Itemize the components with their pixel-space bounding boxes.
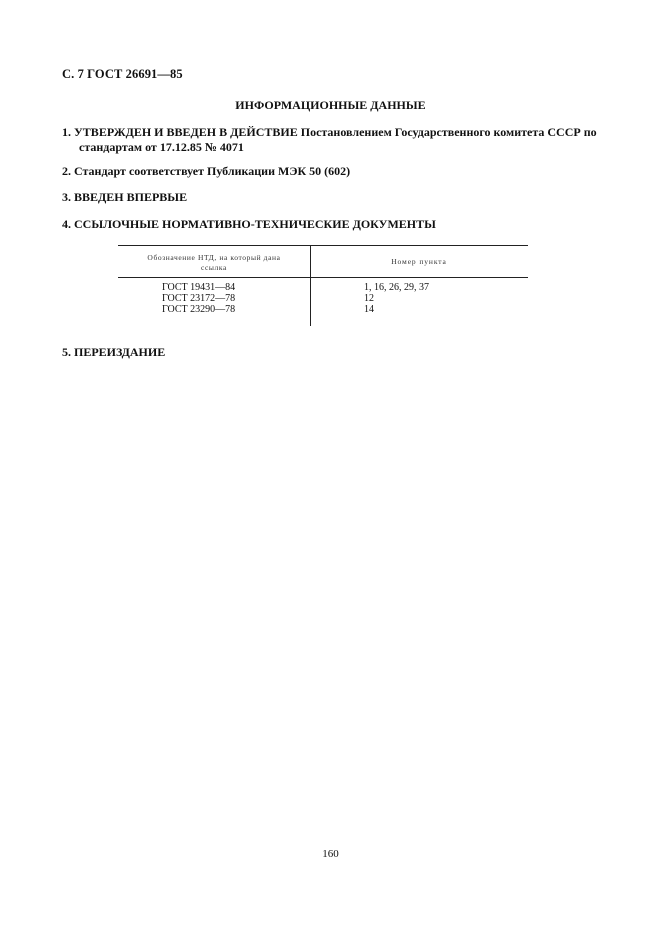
table-column-divider xyxy=(310,245,311,326)
section-title xyxy=(0,98,661,113)
table-header-document-line1: Обозначение НТД, на который дана xyxy=(147,253,281,262)
table-header-rule xyxy=(118,277,528,278)
table-cell-clause: 14 xyxy=(364,304,374,315)
table-cell-clause: 1, 16, 26, 29, 37 xyxy=(364,282,429,293)
table-header-document-line2: ссылка xyxy=(201,263,227,272)
table-header-document xyxy=(122,253,306,273)
page-number: 160 xyxy=(322,848,339,860)
page-header: С. 7 ГОСТ 26691—85 xyxy=(62,67,183,81)
item-reissue: 5. ПЕРЕИЗДАНИЕ xyxy=(62,345,166,359)
table-column-documents xyxy=(162,282,235,315)
table-cell-doc: ГОСТ 23172—78 xyxy=(162,293,236,304)
item-standard-conformance: 2. Стандарт соответствует Публикации МЭК 50 (602) xyxy=(62,164,351,178)
reference-table xyxy=(118,245,528,327)
item-approved-line1: 1. УТВЕРЖДЕН И ВВЕДЕН В ДЕЙСТВИЕ Постановлением Государственного комитета СССР по xyxy=(62,125,597,139)
table-cell-clause: 12 xyxy=(364,293,374,304)
item-approved-line2: стандартам от 17.12.85 № 4071 xyxy=(79,140,244,154)
item-reference-documents: 4. ССЫЛОЧНЫЕ НОРМАТИВНО-ТЕХНИЧЕСКИЕ ДОКУМЕНТЫ xyxy=(62,217,436,231)
table-column-clauses xyxy=(364,282,429,315)
table-cell-doc: ГОСТ 19431—84 xyxy=(162,282,236,293)
item-first-introduced: 3. ВВЕДЕН ВПЕРВЫЕ xyxy=(62,190,188,204)
table-header-clause: Номер пункта xyxy=(391,257,447,266)
section-title-text: ИНФОРМАЦИОННЫЕ ДАННЫЕ xyxy=(235,98,426,112)
item-approved xyxy=(62,125,622,155)
table-cell-doc: ГОСТ 23290—78 xyxy=(162,304,236,315)
table-top-rule xyxy=(118,245,528,246)
